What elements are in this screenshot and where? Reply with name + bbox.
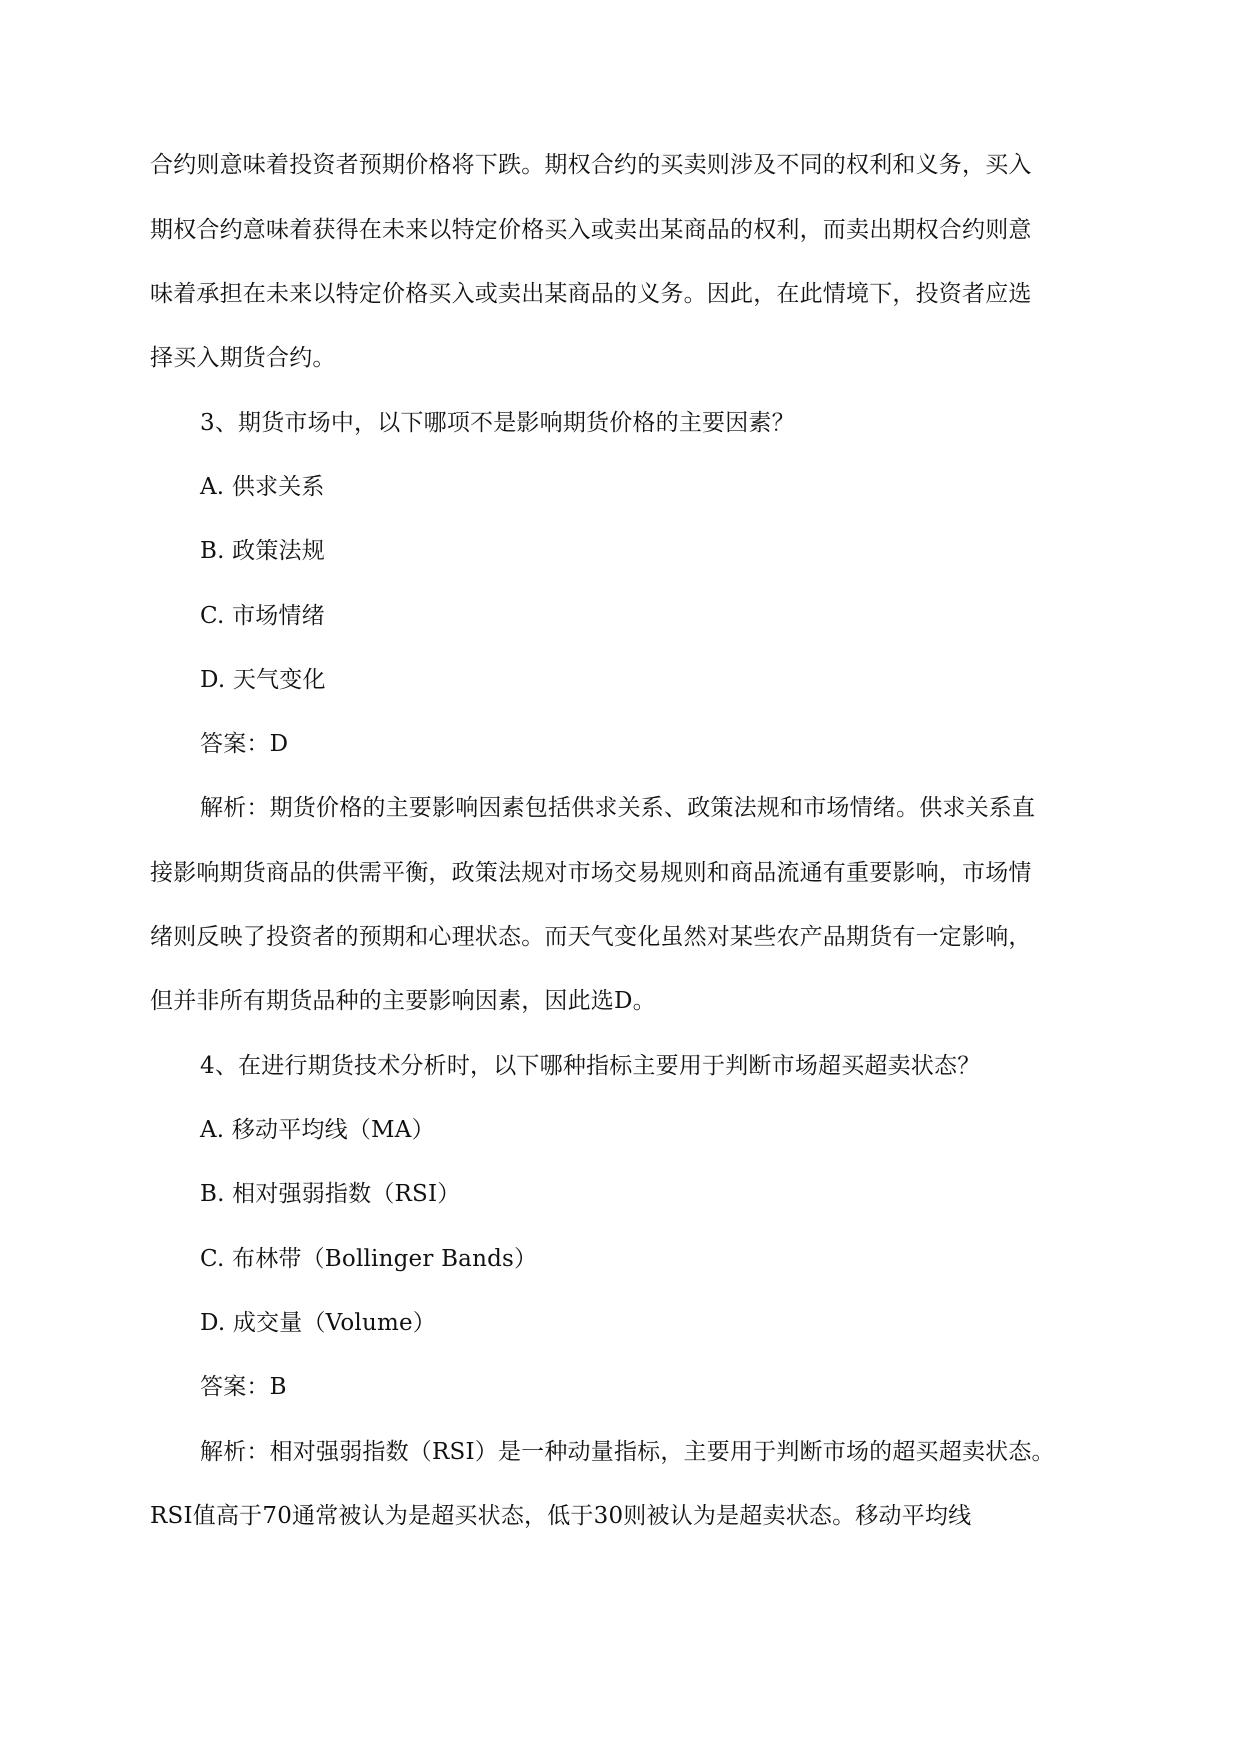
question-3-option-d: D. 天气变化 — [200, 667, 326, 693]
question-3-option-a: A. 供求关系 — [200, 474, 325, 500]
question-4-explanation-line: RSI值高于70通常被认为是超买状态，低于30则被认为是超卖状态。移动平均线 — [150, 1503, 972, 1529]
question-3-option-b: B. 政策法规 — [200, 538, 325, 564]
question-3-title: 3、期货市场中，以下哪项不是影响期货价格的主要因素？ — [200, 410, 795, 436]
question-4-option-c: C. 布林带（Bollinger Bands） — [200, 1246, 538, 1272]
question-4-option-d: D. 成交量（Volume） — [200, 1310, 436, 1336]
question-3-explanation-line: 接影响期货商品的供需平衡，政策法规对市场交易规则和商品流通有重要影响，市场情 — [150, 860, 1032, 886]
question-4-option-b: B. 相对强弱指数（RSI） — [200, 1181, 461, 1207]
question-3-option-c: C. 市场情绪 — [200, 603, 325, 629]
paragraph-line: 合约则意味着投资者预期价格将下跌。期权合约的买卖则涉及不同的权利和义务，买入 — [150, 152, 1032, 178]
question-3-explanation-line: 但并非所有期货品种的主要影响因素，因此选D。 — [150, 988, 656, 1014]
paragraph-line: 期权合约意味着获得在未来以特定价格买入或卖出某商品的权利，而卖出期权合约则意 — [150, 217, 1032, 243]
paragraph-line: 味着承担在未来以特定价格买入或卖出某商品的义务。因此，在此情境下，投资者应选 — [150, 281, 1032, 307]
question-3-answer: 答案：D — [200, 731, 289, 757]
question-3-explanation-line: 绪则反映了投资者的预期和心理状态。而天气变化虽然对某些农产品期货有一定影响， — [150, 924, 1032, 950]
question-4-answer: 答案：B — [200, 1374, 287, 1400]
question-4-title: 4、在进行期货技术分析时，以下哪种指标主要用于判断市场超买超卖状态？ — [200, 1053, 981, 1079]
question-4-option-a: A. 移动平均线（MA） — [200, 1117, 435, 1143]
question-4-explanation-line: 解析：相对强弱指数（RSI）是一种动量指标，主要用于判断市场的超买超卖状态。 — [200, 1439, 1055, 1465]
question-3-explanation-line: 解析：期货价格的主要影响因素包括供求关系、政策法规和市场情绪。供求关系直 — [200, 795, 1036, 821]
paragraph-line: 择买入期货合约。 — [150, 345, 336, 371]
